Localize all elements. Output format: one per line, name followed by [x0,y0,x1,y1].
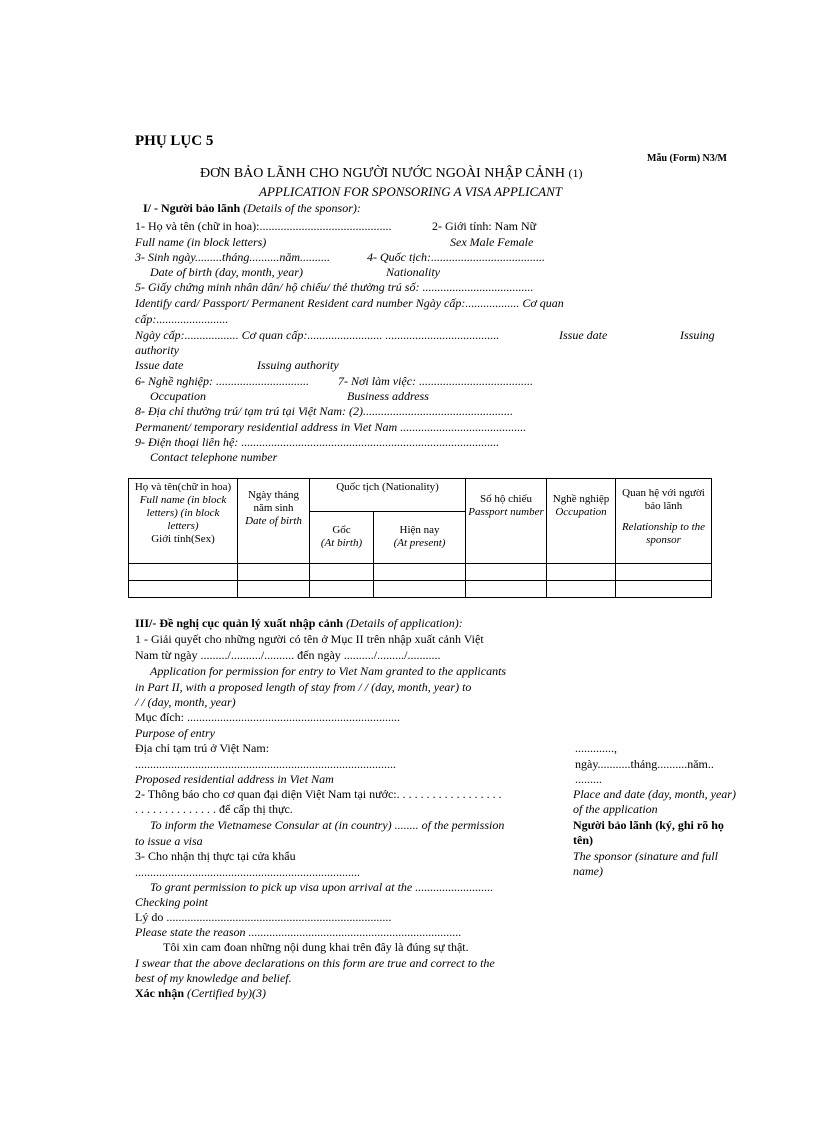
authority-label: authority [135,343,179,357]
table-cell[interactable] [238,581,310,598]
checkpoint-label-en-2: Checking point [135,895,208,909]
table-cell[interactable] [310,581,374,598]
table-row [129,581,712,598]
sponsor-signature-label: Người bảo lãnh (ký, ghi rõ họ tên) [573,818,724,847]
occupation-field[interactable]: 6- Nghề nghiệp: ............................... [135,374,309,388]
sex-field[interactable]: 2- Giới tính: Nam Nữ [432,219,537,233]
entry-request: 1 - Giải quyết cho những người có tên ở Mục II trên nhập xuất cảnh Việt [135,632,484,646]
col-origin-header: Gốc (At birth) [310,512,374,564]
oath-vi: Tôi xin cam đoan những nội dung khai trên đây là đúng sự thật. [163,940,469,954]
issuing-label-en: Issuing [680,328,715,342]
col-nationality-header: Quốc tịch (Nationality) [310,479,466,512]
sponsor-signature-label-en: The sponsor (sinature and full name) [573,849,718,878]
sex-label-en: Sex Male Female [450,235,534,249]
nationality-label-en: Nationality [386,265,440,279]
table-cell[interactable] [547,564,616,581]
table-cell[interactable] [547,581,616,598]
table-cell[interactable] [374,581,466,598]
col-relationship-header: Quan hệ với người bảo lãnh Relationship to the sponsor [616,479,712,564]
oath-en: I swear that the above declarations on this form are true and correct to the [135,956,495,970]
section-3-heading: III/- Đề nghị cục quản lý xuất nhập cảnh (Details of application): [135,616,463,630]
address-label-en: Permanent/ temporary residential address in Viet Nam .......................................... [135,420,527,434]
table-cell[interactable] [310,564,374,581]
table-cell[interactable] [466,581,547,598]
purpose-field[interactable]: Mục đích: ....................................................................... [135,710,400,724]
sign-date-field[interactable]: ngày...........tháng..........năm.. [575,757,714,771]
reason-field[interactable]: Lý do ........................................................................... [135,910,392,924]
table-cell[interactable] [238,564,310,581]
sign-place-field[interactable]: ............., [575,741,617,755]
entry-request-en: Application for permission for entry to Viet Nam granted to the applicants [150,664,507,678]
consulate-label-en-2: to issue a visa [135,834,203,848]
table-row [129,564,712,581]
phone-label-en: Contact telephone number [150,450,278,464]
id-number-label-en: Identify card/ Passport/ Permanent Resident card number Ngày cấp:.................. Cơ quan [135,296,564,310]
consulate-field-cont: . . . . . . . . . . . . . . để cấp thị thực. [135,802,293,816]
oath-en-2: best of my knowledge and belief. [135,971,292,985]
table-cell[interactable] [374,564,466,581]
issue-date-en-2: Issue date [135,358,184,372]
business-label-en: Business address [347,389,429,403]
form-title-en: APPLICATION FOR SPONSORING A VISA APPLICANT [259,184,562,199]
name-label-en: Full name (in block letters) [135,235,267,249]
dob-label-en: Date of birth (day, month, year) [150,265,303,279]
purpose-label-en: Purpose of entry [135,726,215,740]
id-number-field[interactable]: 5- Giấy chứng minh nhân dân/ hộ chiếu/ thẻ thường trú số: ..................................... [135,280,534,294]
sign-date-label-en: Place and date (day, month, year) of the application [573,787,736,816]
dob-field[interactable]: 3- Sinh ngày.........tháng..........năm.......... [135,250,330,264]
table-cell[interactable] [466,564,547,581]
nationality-field[interactable]: 4- Quốc tịch:...................................... [367,250,545,264]
issuing-cont: cấp:........................ [135,312,229,326]
entry-request-en-2: in Part II, with a proposed length of stay from / / (day, month, year) to [135,680,472,694]
consulate-label-en: To inform the Vietnamese Consular at (in country) ........ of the permission [150,818,505,832]
applicants-table [128,478,712,598]
checkpoint-field[interactable]: ........................................................................... [135,865,360,879]
checkpoint-label-en: To grant permission to pick up visa upon arrival at the .......................... [150,880,494,894]
issue-date-field[interactable]: Ngày cấp:.................. Cơ quan cấp:......................... ...................................... [135,328,500,342]
table-cell[interactable] [616,564,712,581]
consulate-field[interactable]: 2- Thông báo cho cơ quan đại diện Việt Nam tại nước:. . . . . . . . . . . . . . . . . . [135,787,502,801]
form-code: Mẫu (Form) N3/M [647,153,727,164]
col-fullname-header: Họ và tên(chữ in hoa) Full name (in block letters) (in block letters) Giới tính(Sex) [129,479,238,564]
entry-request-en-3: / / (day, month, year) [135,695,236,709]
certified-label: Xác nhận (Certified by)(3) [135,986,266,1000]
appendix-label: PHỤ LỤC 5 [135,133,214,149]
col-present-header: Hiện nay (At present) [374,512,466,564]
phone-field[interactable]: 9- Điện thoại liên hệ: ...................................................................................... [135,435,500,449]
table-cell[interactable] [616,581,712,598]
section-1-heading: I/ - Người bảo lãnh (Details of the sponsor): [143,201,361,215]
occupation-label-en: Occupation [150,389,206,403]
table-cell[interactable] [129,564,238,581]
entry-dates-field[interactable]: Nam từ ngày ........./........../.......... đến ngày ........../........./........... [135,648,441,662]
form-title: ĐƠN BẢO LÃNH CHO NGƯỜI NƯỚC NGOÀI NHẬP CẢNH (1) [200,166,583,181]
col-passport-header: Số hộ chiếu Passport number [466,479,547,564]
issuing-authority-en: Issuing authority [257,358,339,372]
checkpoint-request: 3- Cho nhận thị thực tại cửa khẩu [135,849,296,863]
table-cell[interactable] [129,581,238,598]
workplace-field[interactable]: 7- Nơi làm việc: ...................................... [338,374,534,388]
address-field[interactable]: 8- Địa chỉ thường trú/ tạm trú tại Việt Nam: (2).................................................. [135,404,514,418]
temp-address-label-en: Proposed residential address in Viet Nam [135,772,334,786]
name-field[interactable]: 1- Họ và tên (chữ in hoa):............................................ [135,219,392,233]
sign-date-cont: ......... [575,772,602,786]
issue-date-label-en: Issue date [559,328,608,342]
temp-address-label: Địa chỉ tạm trú ở Việt Nam: [135,741,270,755]
col-dob-header: Ngày tháng năm sinh Date of birth [238,479,310,564]
temp-address-field[interactable]: ....................................................................................... [135,757,396,771]
reason-label-en: Please state the reason ....................................................................... [135,925,462,939]
col-occupation-header: Nghề nghiệp Occupation [547,479,616,564]
